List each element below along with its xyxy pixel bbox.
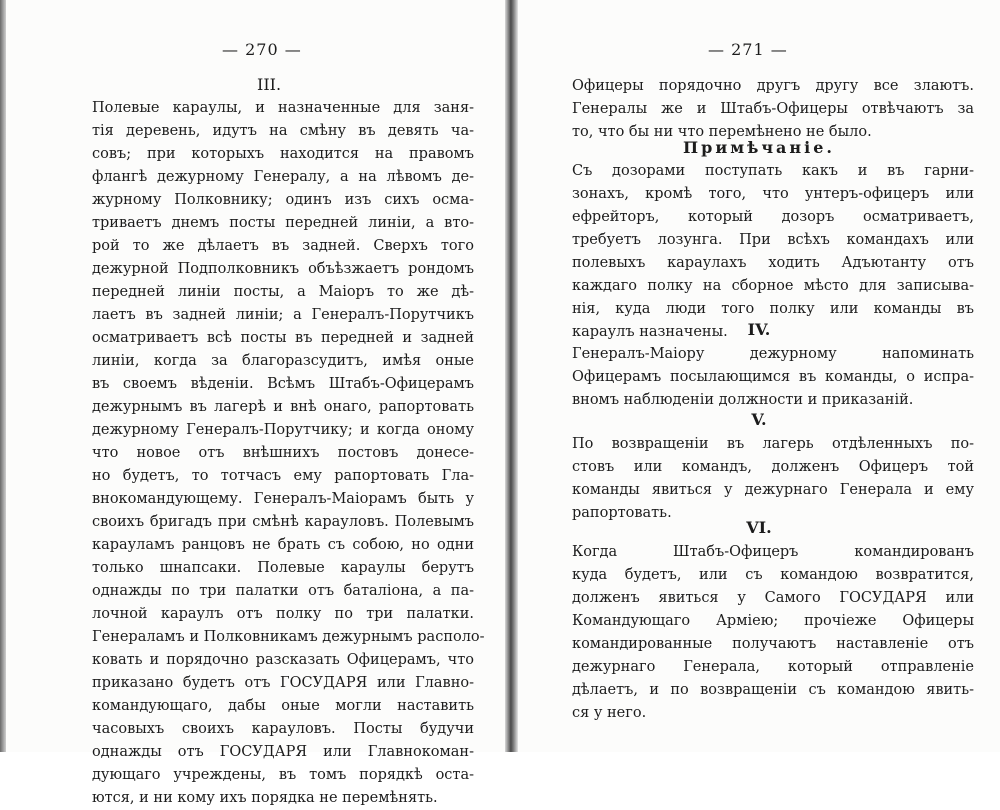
text-line: Офицерамъ посылающимся въ команды, о испра- (572, 369, 974, 385)
text-line: рой то же дѣлаетъ въ задней. Сверхъ того (92, 238, 474, 254)
section-heading-vi: VI. (746, 518, 772, 537)
section-vi-text (572, 541, 974, 725)
text-line: командированные получаютъ наставленіе отъ (572, 636, 974, 652)
text-line: лочной караулъ отъ полку по три палатки. (92, 606, 474, 622)
left-page-text (92, 97, 485, 810)
text-line: Съ дозорами поступать какъ и въ гарни- (572, 163, 974, 179)
text-line: внокомандующему. Генералъ-Маіорамъ быть у (92, 491, 474, 507)
section-v-text (572, 433, 974, 525)
text-line: ются, и ни кому ихъ порядка не перемѣнять. (92, 790, 438, 806)
book-gutter (505, 0, 518, 752)
section-iv-text (572, 343, 974, 412)
text-line: команды явиться у дежурнаго Генерала и ему (572, 482, 974, 498)
text-line: куда будетъ, или съ командою возвратится, (572, 567, 974, 583)
text-line: Генералы же и Штабъ-Офицеры отвѣчаютъ за (572, 101, 974, 117)
text-line: ковать и порядочно разсказать Офицерамъ, что (92, 652, 474, 668)
section-heading-v: V. (751, 410, 767, 429)
text-line: нія, куда люди того полку или команды въ (572, 301, 974, 317)
text-line: Полевые караулы, и назначенные для заня- (92, 100, 474, 116)
text-line: Генераламъ и Полковникамъ дежурнымъ располо- (92, 629, 485, 645)
text-line: ефрейторъ, который дозоръ осматриваетъ, (572, 209, 974, 225)
text-line: въ своемъ вѣденіи. Всѣмъ Штабъ-Офицерамъ (92, 376, 474, 392)
text-line: дежурнымъ въ лагерѣ и внѣ онаго, рапортовать (92, 399, 474, 415)
text-line: рапортовать. (572, 505, 672, 521)
text-line: дежурному Генералъ-Порутчику; и когда оному (92, 422, 474, 438)
text-line: Генералъ-Маіору дежурному напоминать (572, 346, 974, 362)
right-page-intro-text (572, 75, 974, 144)
text-line: долженъ явиться у Самого ГОСУДАРЯ или (572, 590, 974, 606)
text-line: тія деревень, идутъ на смѣну въ девять ча- (92, 123, 474, 139)
text-line: только шнапсаки. Полевые караулы берутъ (92, 560, 474, 576)
text-line: ся у него. (572, 705, 647, 721)
text-line: однажды отъ ГОСУДАРЯ или Главнокоман- (92, 744, 474, 760)
text-line: дежурнаго Генерала, который отправленіе (572, 659, 974, 675)
text-line: однажды по три палатки отъ баталіона, а па- (92, 583, 474, 599)
text-line: линіи, когда за благоразсудитъ, имѣя оные (92, 353, 474, 369)
text-line: что новое отъ внѣшнихъ постовъ донесе- (92, 445, 474, 461)
section-heading-iii: III. (257, 75, 282, 94)
text-line: зонахъ, кромѣ того, что унтеръ-офицеръ или (572, 186, 974, 202)
page-number-right: — 271 — (708, 40, 788, 59)
text-line: вномъ наблюденіи должности и приказаній. (572, 392, 914, 408)
text-line: дежурной Подполковникъ объѣзжаетъ рондомъ (92, 261, 474, 277)
right-page (518, 0, 1000, 752)
text-line: совъ; при которыхъ находится на правомъ (92, 146, 474, 162)
text-line: дующаго учреждены, въ томъ порядкѣ оста- (92, 767, 474, 783)
text-line: карауламъ ранцовъ не брать съ собою, но одни (92, 537, 474, 553)
text-line: каждаго полку на сборное мѣсто для записыва- (572, 278, 974, 294)
section-heading-iv: IV. (747, 320, 771, 339)
text-line: лаетъ въ задней линіи; а Генералъ-Порутчикъ (92, 307, 474, 323)
text-line: приказано будетъ отъ ГОСУДАРЯ или Главно- (92, 675, 474, 691)
text-line: то, что бы ни что перемѣнено не было. (572, 124, 872, 140)
text-line: требуетъ лозунга. При всѣхъ командахъ или (572, 232, 974, 248)
text-line: По возвращеніи въ лагерь отдѣленныхъ по- (572, 436, 974, 452)
text-line: флангѣ дежурному Генералу, а на лѣвомъ де- (92, 169, 474, 185)
note-heading: Примѣчаніе. (683, 138, 835, 157)
text-line: своихъ бригадъ при смѣнѣ карауловъ. Полевымъ (92, 514, 474, 530)
text-line: триваетъ днемъ посты передней линіи, а вто- (92, 215, 474, 231)
text-line: командующаго, дабы оные могли наставить (92, 698, 474, 714)
text-line: но будетъ, то тотчасъ ему рапортовать Гла- (92, 468, 474, 484)
text-line: полевыхъ караулахъ ходить Адъютанту отъ (572, 255, 974, 271)
page-number-left: — 270 — (222, 40, 302, 59)
text-line: журному Полковнику; одинъ изъ сихъ осма- (92, 192, 474, 208)
text-line: часовыхъ своихъ карауловъ. Посты будучи (92, 721, 474, 737)
text-line: передней линіи посты, а Маіоръ то же дѣ- (92, 284, 474, 300)
text-line: Командующаго Арміею; прочіеже Офицеры (572, 613, 974, 629)
text-line: осматриваетъ всѣ посты въ передней и задней (92, 330, 474, 346)
text-line: стовъ или командъ, долженъ Офицеръ той (572, 459, 974, 475)
text-line: Когда Штабъ-Офицеръ командированъ (572, 544, 974, 560)
text-line: дѣлаетъ, и по возвращеніи съ командою явить- (572, 682, 974, 698)
text-line: Офицеры порядочно другъ другу все злаютъ. (572, 78, 974, 94)
text-line: караулъ назначены. (572, 324, 728, 340)
note-text (572, 160, 974, 344)
